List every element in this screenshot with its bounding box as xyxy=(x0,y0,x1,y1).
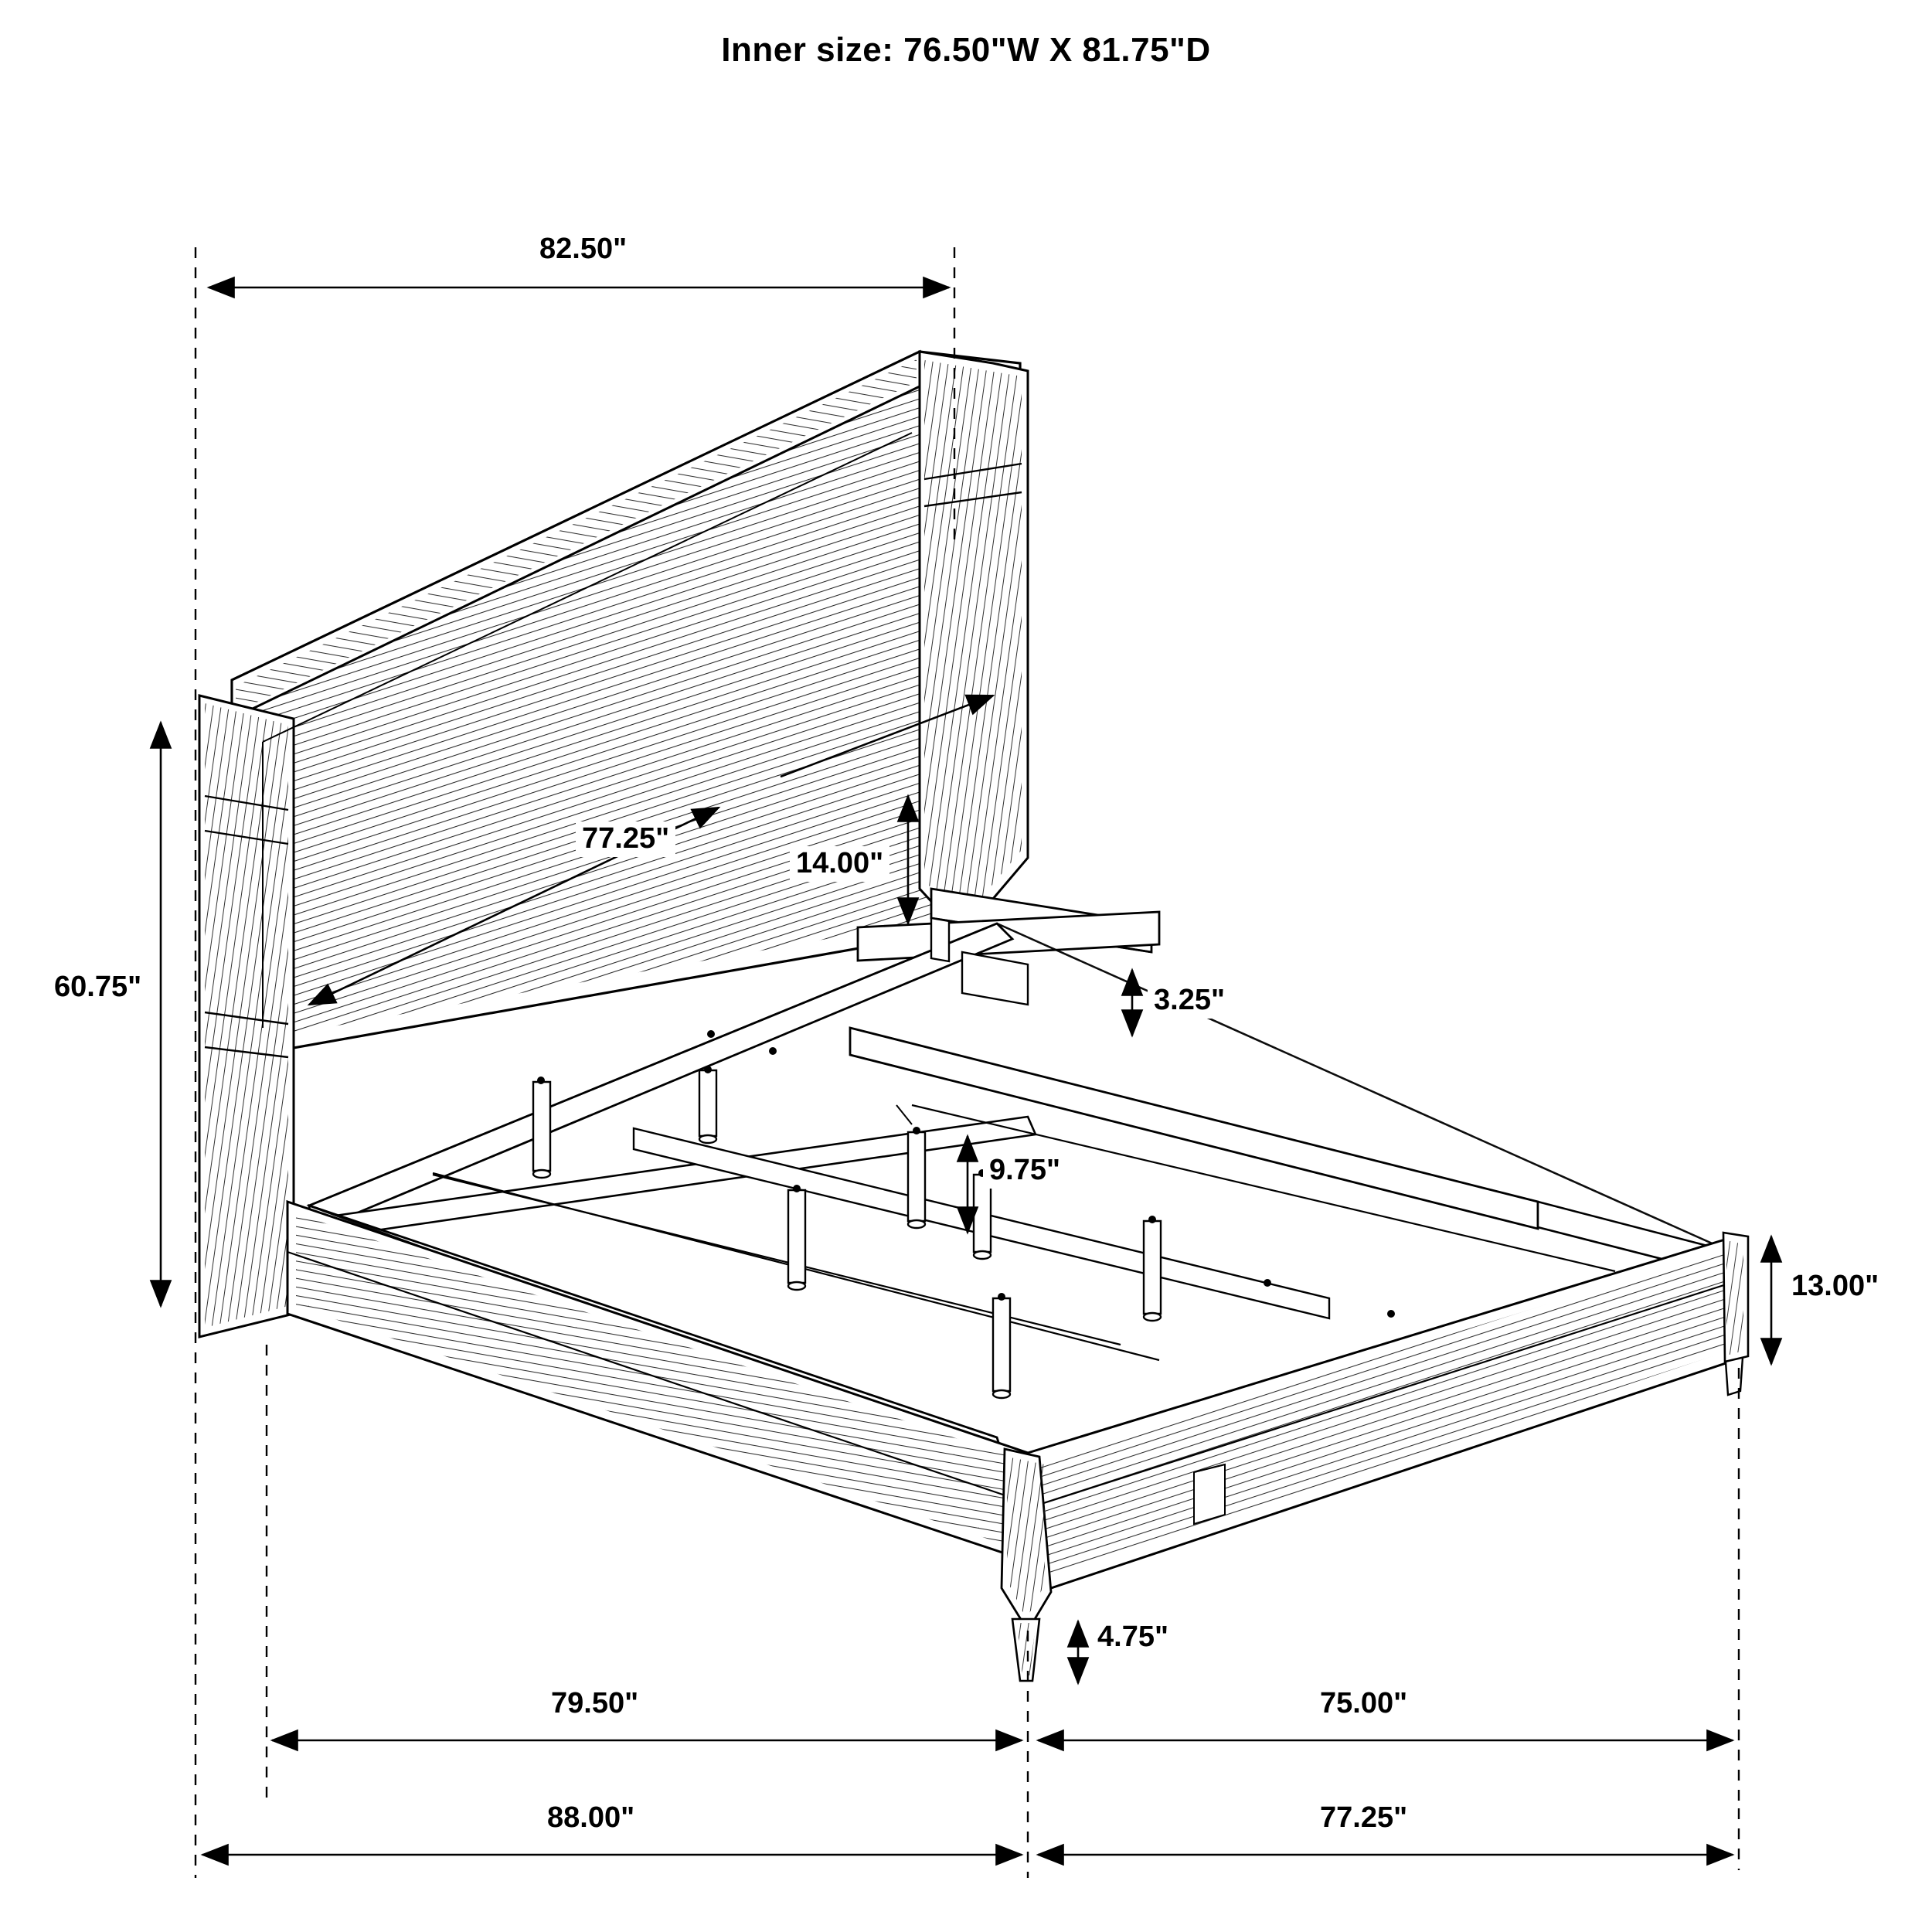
dimension-label-footboard-width: 75.00" xyxy=(1314,1686,1413,1722)
dimension-label-rail-thickness: 3.25" xyxy=(1148,983,1231,1019)
dimension-label-headboard-to-rail: 14.00" xyxy=(790,846,889,882)
dimension-label-foot-leg-height: 4.75" xyxy=(1091,1620,1175,1655)
dimension-label-footboard-height: 13.00" xyxy=(1785,1269,1885,1304)
dimension-label-panel-width: 77.25" xyxy=(576,821,675,857)
dimension-label-leg-height: 9.75" xyxy=(983,1153,1066,1189)
dimension-label-overall-depth: 88.00" xyxy=(541,1801,641,1836)
dimension-label-side-rail-length: 79.50" xyxy=(545,1686,645,1722)
dimension-label-headboard-width: 82.50" xyxy=(533,232,633,267)
dimension-label-overall-width: 77.25" xyxy=(1314,1801,1413,1836)
page-title: Inner size: 76.50"W X 81.75"D xyxy=(721,31,1211,69)
dimension-label-headboard-height: 60.75" xyxy=(48,970,148,1005)
